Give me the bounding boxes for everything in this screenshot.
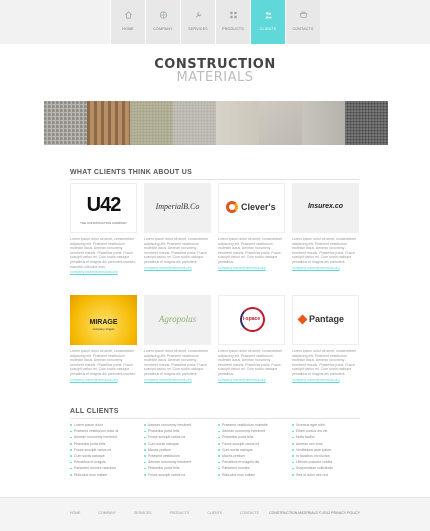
client-card — [70, 295, 137, 382]
list-item[interactable]: Fusce suscipit varius mi — [144, 434, 214, 440]
footer-link-products[interactable]: PRODUCTS — [169, 511, 190, 515]
footer-nav — [70, 511, 277, 515]
logo-text: i-space — [242, 316, 261, 322]
section-title-all-clients: ALL CLIENTS — [70, 408, 119, 415]
nav-label: CONTACTS — [292, 27, 314, 31]
nav-item-services[interactable] — [180, 0, 215, 44]
client-logo-insurex[interactable] — [292, 183, 359, 233]
client-logo-agropolus[interactable] — [144, 295, 211, 345]
client-card — [292, 295, 359, 382]
logo-text: MIRAGE — [89, 319, 118, 326]
client-card — [218, 295, 285, 382]
nav-item-company[interactable] — [145, 0, 180, 44]
client-email-link[interactable]: company name@demolink.org — [144, 265, 192, 270]
list-item[interactable]: Cum sociis natoque — [144, 441, 214, 447]
materials-banner — [44, 101, 388, 145]
section-title-testimonials: WHAT CLIENTS THINK ABOUT US — [70, 169, 193, 176]
client-card — [144, 183, 211, 270]
list-item[interactable]: Lorem ipsum dolor — [70, 422, 140, 428]
list-item[interactable]: Ridiculus mus nullam — [70, 472, 140, 478]
nav-label: CLIENTS — [259, 27, 277, 31]
list-item[interactable]: Praesent vestibulum dolor at — [70, 428, 140, 434]
list-item[interactable]: Etiam cursus leo vel — [292, 428, 362, 434]
nav-label: HOME — [122, 27, 134, 31]
list-item[interactable]: Suspendisse sollicitudin — [292, 465, 362, 471]
client-email-link[interactable]: company name@demolink.org — [218, 265, 266, 270]
client-email-link[interactable]: company name@demolink.org — [70, 270, 118, 275]
logo-mark — [298, 315, 308, 325]
client-logo-u42[interactable] — [70, 183, 137, 233]
list-item[interactable]: Aenean nonummy hendrerit — [70, 434, 140, 440]
client-email-link[interactable]: company name@demolink.org — [218, 377, 266, 382]
list-item[interactable]: Phasellus porta felis — [144, 428, 214, 434]
client-logo-imperialb[interactable] — [144, 183, 211, 233]
footer-link-home[interactable]: HOME — [70, 511, 81, 515]
list-item[interactable]: Cum sociis natoque — [70, 453, 140, 459]
list-item[interactable]: Praesent vestibulum molestie — [218, 422, 288, 428]
list-item[interactable]: Phasellus porta felis — [218, 434, 288, 440]
material-sample-basalt — [345, 101, 388, 145]
list-item[interactable]: Praesent vestibulum — [144, 453, 214, 459]
list-item[interactable]: Vivamus eget nibh — [292, 422, 362, 428]
client-testimonial: Lorem ipsum dolor sit amet, consectetuer adipiscing elit. Praesent vestibulum molestie lacus. Aenean nonummy hendrerit mauris. Phasellus porta. Fusce suscipit varius mi. Cum sociis natoque penatibus. — [218, 237, 283, 264]
footer-link-contacts[interactable]: CONTACTS — [240, 511, 259, 515]
client-email-link[interactable]: company name@demolink.org — [292, 265, 340, 270]
list-item[interactable]: Cum sociis natoque — [218, 447, 288, 453]
phone-icon — [299, 11, 308, 19]
list-item[interactable]: Vestibulum ante ipsum — [292, 447, 362, 453]
list-item[interactable]: Nulla facilisi — [292, 434, 362, 440]
list-item[interactable]: Mauris pretium — [218, 453, 288, 459]
list-item[interactable]: Aenean nec eros — [292, 441, 362, 447]
top-nav — [0, 0, 430, 44]
logo-text: ImperialB.Co — [155, 202, 200, 211]
client-email-link[interactable]: company name@demolink.org — [144, 377, 192, 382]
logo-tagline: THE CONSTRUCTION COMPANY — [80, 221, 127, 225]
nav-item-contacts[interactable] — [285, 0, 320, 44]
client-card — [292, 183, 359, 270]
hero-subtitle: MATERIALS — [176, 70, 254, 85]
wrench-icon — [194, 11, 203, 19]
clients-column — [292, 422, 362, 478]
list-item[interactable]: Ultrices posuere cubilia — [292, 459, 362, 465]
list-item[interactable]: Mauris pretium — [144, 447, 214, 453]
logo-text: Clever's — [241, 202, 276, 212]
logo-mark — [226, 201, 238, 213]
clients-column — [218, 422, 288, 478]
nav-label: COMPANY — [153, 27, 173, 31]
globe-icon — [159, 11, 168, 19]
footer-link-clients[interactable]: CLIENTS — [207, 511, 222, 515]
client-logo-mirage[interactable] — [70, 295, 137, 345]
material-sample-marble — [302, 101, 345, 145]
logo-tagline: company slogan — [92, 327, 115, 331]
list-item[interactable]: Aenean nonummy hendrerit — [218, 428, 288, 434]
clients-column — [144, 422, 214, 478]
nav-label: SERVICES — [188, 27, 208, 31]
client-card — [218, 183, 285, 270]
nav-item-products[interactable] — [215, 0, 250, 44]
client-testimonial: Lorem ipsum dolor sit amet, consectetuer adipiscing elit. Praesent vestibulum molestie lacus. Aenean nonummy hendrerit mauris. Phasellus porta. Fusce suscipit varius mi. Cum sociis natoque penatibus et magnis dis parturient montes. — [70, 349, 136, 376]
client-testimonial: Lorem ipsum dolor sit amet, consectetuer adipiscing elit. Praesent vestibulum molestie lacus. Aenean nonummy hendrerit mauris. Phasellus porta. Fusce suscipit varius mi. Cum sociis natoque penatibus et magnis dis parturient. — [292, 237, 357, 264]
client-testimonial: Lorem ipsum dolor sit amet, consectetuer adipiscing elit. Praesent vestibulum molestie lacus. Aenean nonummy hendrerit mauris. Phasellus porta. Fusce suscipit varius mi. Cum sociis natoque penatibus et magnis dis parturient montes, nascetur ridiculus mus. — [70, 237, 136, 269]
footer-copyright: CONSTRUCTION MATERIALS © 2012 PRIVACY POLICY — [269, 511, 360, 515]
client-testimonial: Lorem ipsum dolor sit amet, consectetuer adipiscing elit. Praesent vestibulum molestie lacus. Aenean nonummy hendrerit mauris. Phasellus porta. Fusce suscipit varius mi. Cum sociis natoque penatibus et magnis dis parturient. — [292, 349, 357, 376]
logo-text: Pantage — [309, 314, 345, 324]
client-logo-ispace[interactable] — [218, 295, 285, 345]
users-icon — [264, 11, 273, 19]
list-item[interactable]: Penatibus et magnis dis — [218, 459, 288, 465]
nav-item-clients[interactable] — [250, 0, 285, 44]
client-testimonial: Lorem ipsum dolor sit amet, consectetuer adipiscing elit. Praesent vestibulum molestie lacus. Aenean nonummy hendrerit mauris. Phasellus porta. Fusce suscipit varius mi. Cum sociis natoque penatibus. — [218, 349, 283, 376]
divider — [70, 179, 360, 180]
list-item[interactable]: Fusce suscipit varius mi — [70, 447, 140, 453]
footer — [0, 497, 430, 531]
nav-menu — [110, 0, 320, 44]
clients-column — [70, 422, 140, 478]
material-sample-stucco — [216, 101, 259, 145]
logo-text: U42 — [86, 194, 121, 216]
client-card — [144, 295, 211, 382]
material-sample-concrete — [259, 101, 302, 145]
list-item[interactable]: Aenean nonummy hendrerit — [144, 459, 214, 465]
list-item[interactable]: Phasellus porta felis — [144, 465, 214, 471]
list-item[interactable]: Aenean nonummy hendrerit — [144, 422, 214, 428]
list-item[interactable]: Sed ut dolor nec orci — [292, 472, 362, 478]
grid-icon — [229, 11, 238, 19]
client-logo-pantage[interactable] — [292, 295, 359, 345]
material-sample-granite — [44, 101, 87, 145]
hero-title: CONSTRUCTION — [154, 57, 276, 72]
divider — [70, 418, 360, 419]
list-item[interactable]: In faucibus orci luctus — [292, 453, 362, 459]
logo-text: Agropolus — [158, 314, 197, 324]
material-sample-sandstone — [130, 101, 173, 145]
home-icon — [124, 11, 133, 19]
material-sample-wood — [87, 101, 130, 145]
client-card — [70, 183, 137, 274]
list-item[interactable]: Fusce suscipit varius mi — [144, 472, 214, 478]
material-sample-limestone — [173, 101, 216, 145]
client-logo-clevers[interactable] — [218, 183, 285, 233]
list-item[interactable]: Ridiculus mus nullam — [218, 472, 288, 478]
list-item[interactable]: Parturient montes nascetur — [70, 465, 140, 471]
client-email-link[interactable]: company name@demolink.org — [292, 377, 340, 382]
logo-text: Insurex.co — [307, 203, 343, 210]
list-item[interactable]: Fusce suscipit varius mi — [218, 441, 288, 447]
nav-label: PRODUCTS — [222, 27, 244, 31]
list-item[interactable]: Parturient montes — [218, 465, 288, 471]
nav-item-home[interactable] — [110, 0, 145, 44]
client-email-link[interactable]: company name@demolink.org — [70, 377, 118, 382]
client-testimonial: Lorem ipsum dolor sit amet, consectetuer adipiscing elit. Praesent vestibulum molestie lacus. Aenean nonummy hendrerit mauris. Phasellus porta. Fusce suscipit varius mi. Cum sociis natoque penatibus et magnis dis parturient. — [144, 237, 209, 264]
list-item[interactable]: Penatibus et magnis — [70, 459, 140, 465]
list-item[interactable]: Phasellus porta felis — [70, 441, 140, 447]
client-testimonial: Lorem ipsum dolor sit amet, consectetuer adipiscing elit. Praesent vestibulum molestie lacus. Aenean nonummy hendrerit mauris. Phasellus porta. Fusce suscipit varius mi. Cum sociis natoque penatibus et magnis dis parturient. — [144, 349, 209, 376]
footer-link-services[interactable]: SERVICES — [133, 511, 152, 515]
footer-link-company[interactable]: COMPANY — [98, 511, 116, 515]
